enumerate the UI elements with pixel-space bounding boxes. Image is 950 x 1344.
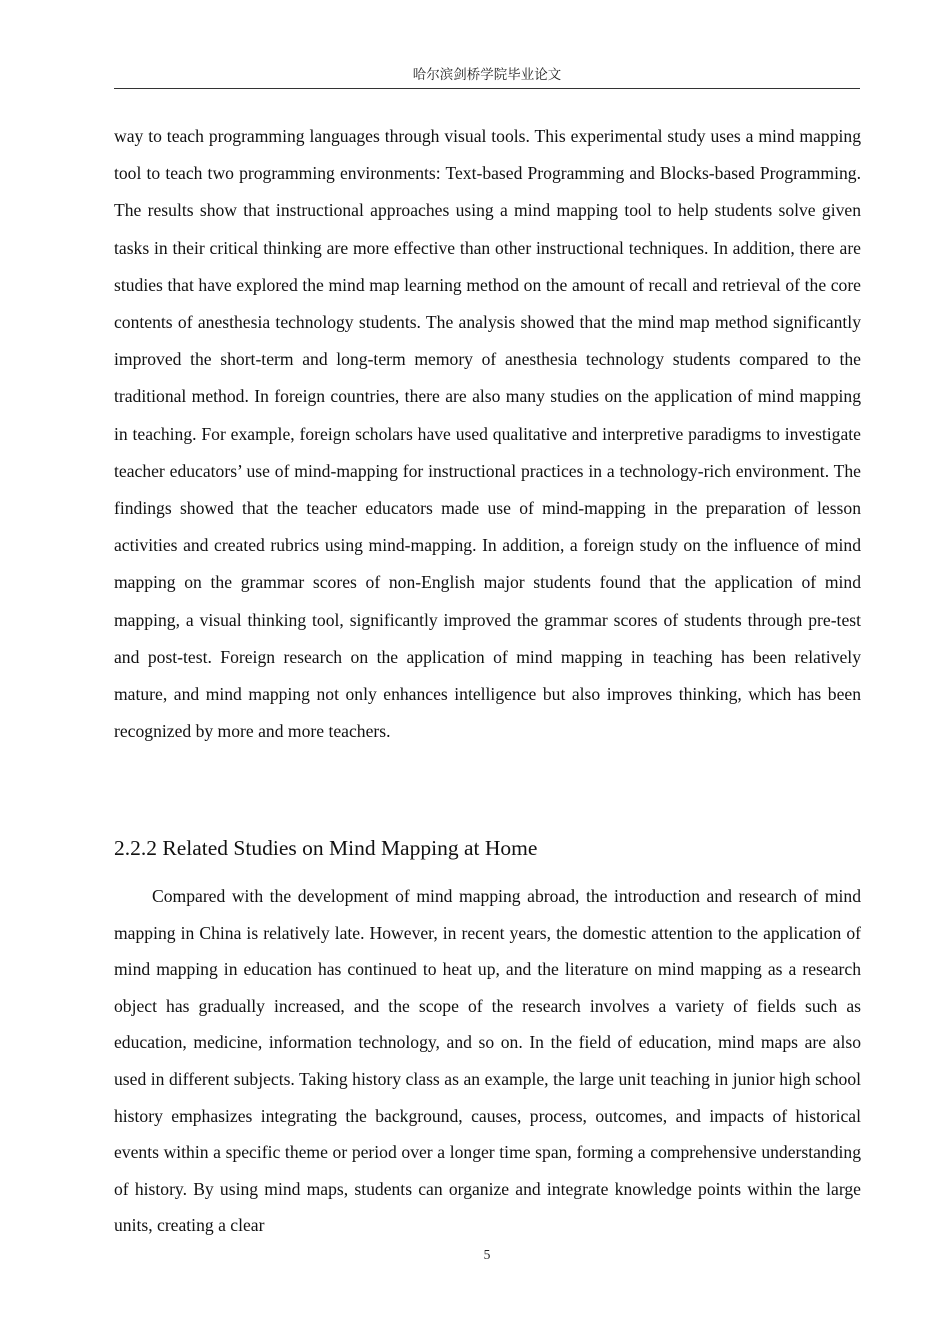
page-number: 5 (483, 1247, 491, 1262)
section-heading: 2.2.2 Related Studies on Mind Mapping at Home (114, 836, 538, 860)
body-paragraph: Compared with the development of mind mapping abroad, the introduction and research of mind mapping in China is relatively late. However, in recent years, the domestic attention to the application of mind mapping in education has continued to heat up, and the literature on mind mapping as a research object has gradually increased, and the scope of the research involves a variety of fields such as education, medicine, information technology, and so on. In the field of education, mind maps are also used in different subjects. Taking history class as an example, the large unit teaching in junior high school history emphasizes integrating the background, causes, process, outcomes, and impacts of historical events within a specific theme or period over a longer time span, forming a comprehensive understanding of history. By using mind maps, students can organize and integrate knowledge points within the large units, creating a clear (114, 886, 861, 1236)
body-paragraph: way to teach programming languages through visual tools. This experimental study uses a mind mapping tool to teach two programming environments: Text-based Programming and Blocks-based Programming. The results show that instructional approaches using a mind mapping tool to help students solve given tasks in their critical thinking are more effective than other instructional techniques. In addition, there are studies that have explored the mind map learning method on the amount of recall and retrieval of the core contents of anesthesia technology students. The analysis showed that the mind map method significantly improved the short-term and long-term memory of anesthesia technology students compared to the traditional method. In foreign countries, there are also many studies on the application of mind mapping in teaching. For example, foreign scholars have used qualitative and interpretive paradigms to investigate teacher educators’ use of mind-mapping for instructional practices in a technology-rich environment. The findings showed that the teacher educators made use of mind-mapping in the preparation of lesson activities and created rubrics using mind-mapping. In addition, a foreign study on the influence of mind mapping on the grammar scores of non-English major students found that the application of mind mapping, a visual thinking tool, significantly improved the grammar scores of students through pre-test and post-test. Foreign research on the application of mind mapping in teaching has been relatively mature, and mind mapping not only enhances intelligence but also improves thinking, which has been recognized by more and more teachers. (114, 126, 861, 742)
running-header: 哈尔滨剑桥学院毕业论文 (412, 67, 562, 83)
header-rule (114, 88, 860, 89)
